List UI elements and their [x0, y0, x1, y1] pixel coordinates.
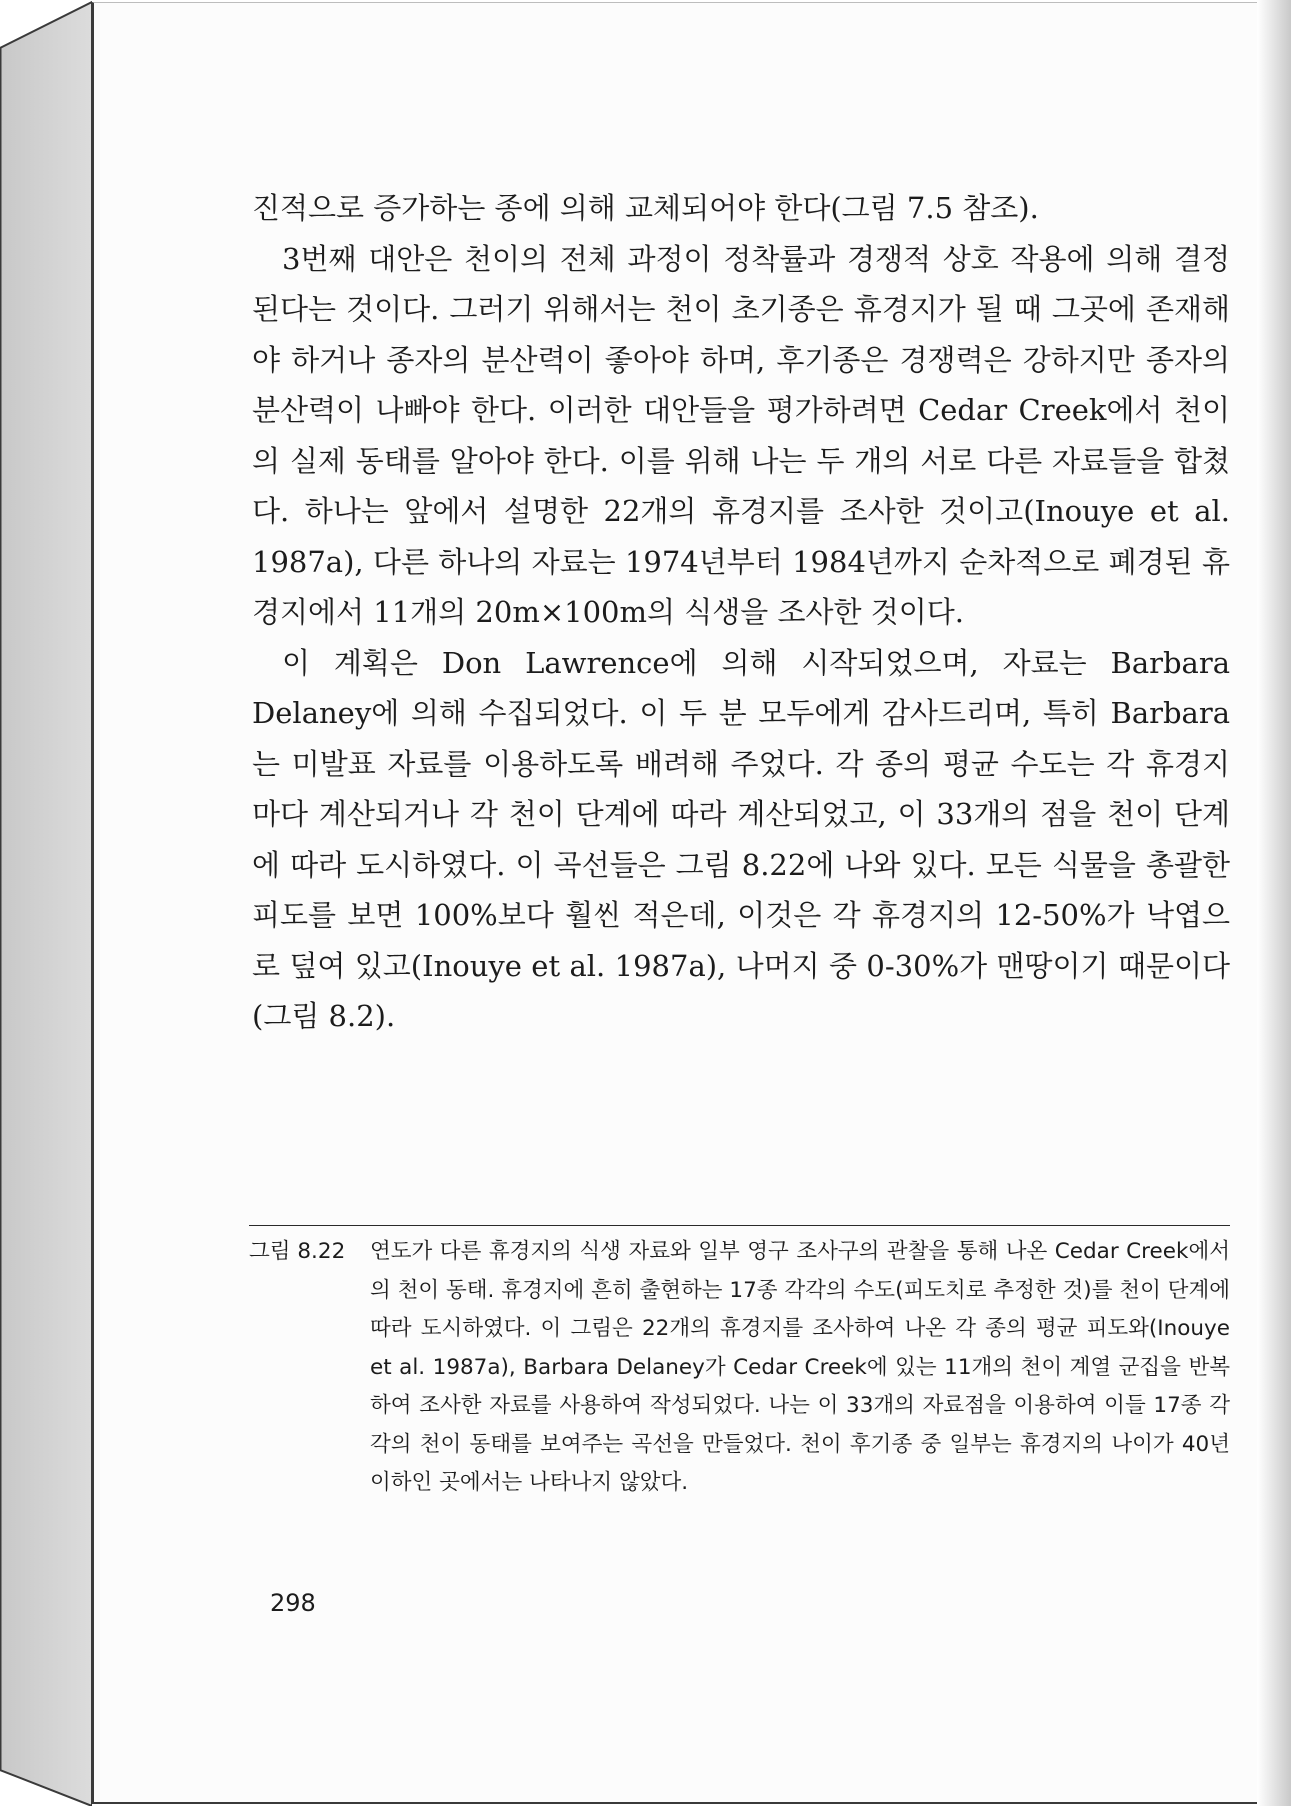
- paragraph-3: 이 계획은 Don Lawrence에 의해 시작되었으며, 자료는 Barbara Delaney에 의해 수집되었다. 이 두 분 모두에게 감사드리며, 특히 Barbara는 미발표 자료를 이용하도록 배려해 주었다. 각 종의 평균 수도는 각 휴경지마다 계산되거나 각 천이 단계에 따라 계산되었고, 이 33개의 점을 천이 단계에 따라 도시하였다. 이 곡선들은 그림 8.22에 나와 있다. 모든 식물을 총괄한 피도를 보면 100%보다 훨씬 적은데, 이것은 각 휴경지의 12-50%가 낙엽으로 덮여 있고(Inouye et al. 1987a), 나머지 중 0-30%가 맨땅이기 때문이다(그림 8.2).: [252, 645, 1230, 1033]
- paragraph-1: 진적으로 증가하는 종에 의해 교체되어야 한다(그림 7.5 참조).: [252, 191, 1039, 225]
- book-spine: [0, 0, 92, 1806]
- body-text: [252, 183, 1230, 1042]
- paragraph-2: 3번째 대안은 천이의 전체 과정이 정착률과 경쟁적 상호 작용에 의해 결정된다는 것이다. 그러기 위해서는 천이 초기종은 휴경지가 될 때 그곳에 존재해야 하거나 종자의 분산력이 좋아야 하며, 후기종은 경쟁력은 강하지만 종자의 분산력이 나빠야 한다. 이러한 대안들을 평가하려면 Cedar Creek에서 천이의 실제 동태를 알아야 한다. 이를 위해 나는 두 개의 서로 다른 자료들을 합쳤다. 하나는 앞에서 설명한 22개의 휴경지를 조사한 것이고(Inouye et al. 1987a), 다른 하나의 자료는 1974년부터 1984년까지 순차적으로 폐경된 휴경지에서 11개의 20m×100m의 식생을 조사한 것이다.: [252, 241, 1230, 629]
- caption-divider: [249, 1225, 1230, 1226]
- caption-label: 그림 8.22: [249, 1239, 346, 1264]
- page-number: 298: [270, 1589, 316, 1617]
- page-right-shadow: [1257, 0, 1291, 1806]
- caption-text: 연도가 다른 휴경지의 식생 자료와 일부 영구 조사구의 관찰을 통해 나온 Cedar Creek에서의 천이 동태. 휴경지에 흔히 출현하는 17종 각각의 수도(피도치로 추정한 것)를 천이 단계에 따라 도시하였다. 이 그림은 22개의 휴경지를 조사하여 나온 각 종의 평균 피도와(Inouye et al. 1987a), Barbara Delaney가 Cedar Creek에 있는 11개의 천이 계열 군집을 반복하여 조사한 자료를 사용하여 작성되었다. 나는 이 33개의 자료점을 이용하여 이들 17종 각각의 천이 동태를 보여주는 곡선을 만들었다. 천이 후기종 중 일부는 휴경지의 나이가 40년 이하인 곳에서는 나타나지 않았다.: [370, 1239, 1230, 1495]
- book-page: [92, 2, 1257, 1804]
